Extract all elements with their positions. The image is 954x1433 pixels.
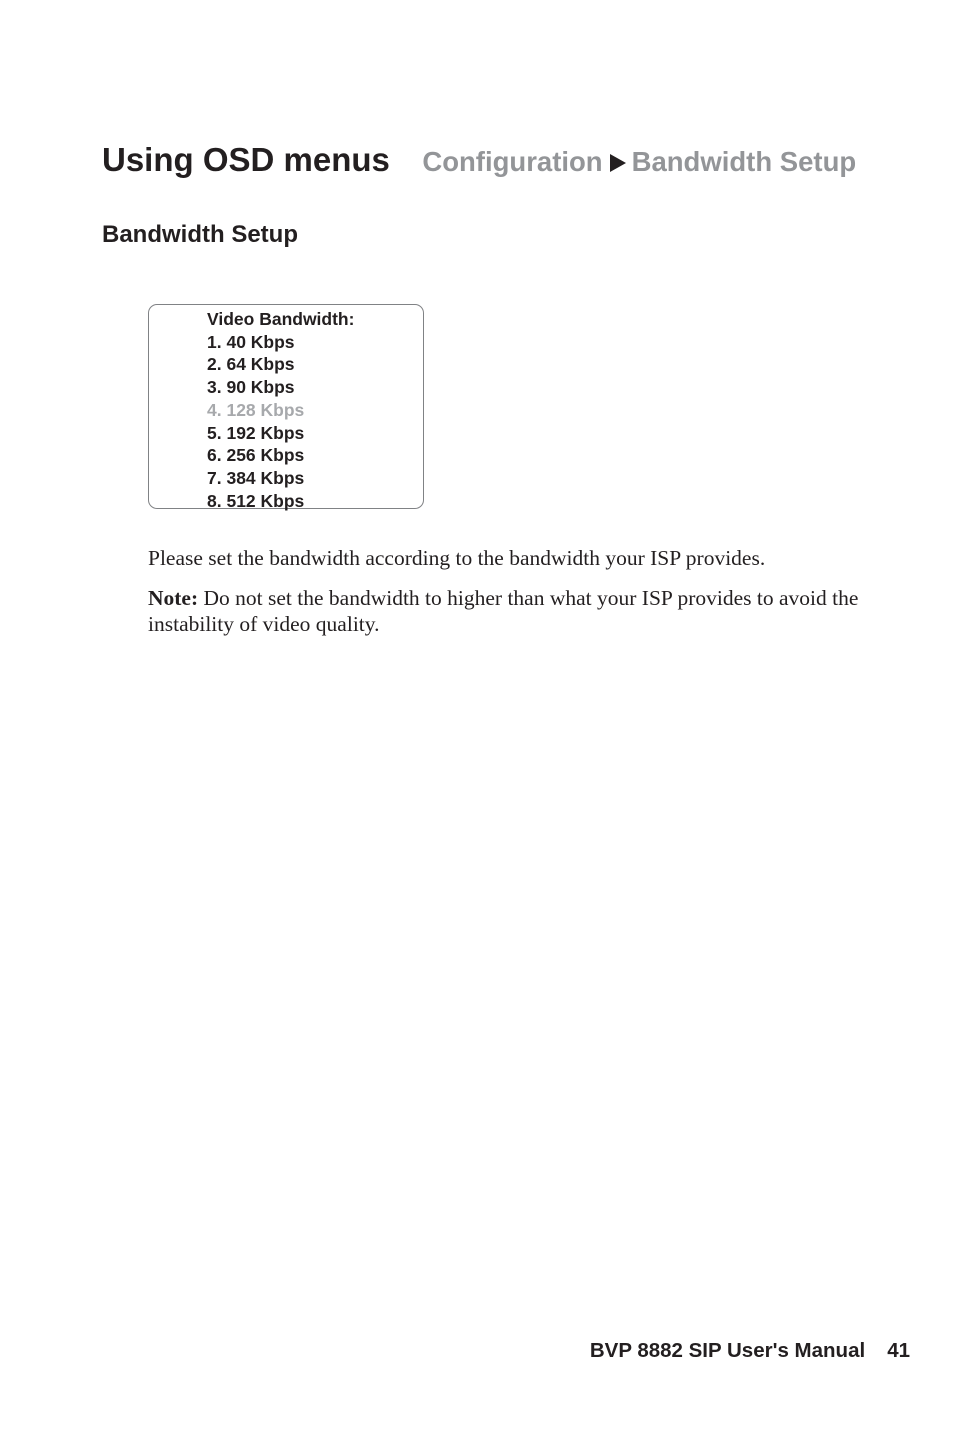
note-label: Note: [148,586,199,610]
osd-menu-item: 6. 256 Kbps [207,445,305,466]
note-text: Do not set the bandwidth to higher than what your ISP provides to avoid the instability of video quality. [148,586,859,636]
page-header [102,141,856,179]
osd-menu-list [207,308,354,512]
osd-menu-item: 7. 384 Kbps [207,467,305,488]
page-footer [590,1339,910,1363]
osd-menu-title: Video Bandwidth: [207,309,355,329]
osd-menu-screen [148,304,424,509]
osd-menu-item-selected: 4. 128 Kbps [207,399,305,420]
osd-menu-item: 1. 40 Kbps [207,331,295,352]
page-title: Using OSD menus [102,141,390,178]
breadcrumb [422,146,856,178]
breadcrumb-item-configuration: Configuration [422,146,603,177]
breadcrumb-item-bandwidth-setup: Bandwidth Setup [631,146,857,177]
osd-menu-item: 3. 90 Kbps [207,377,295,398]
triangle-right-icon [610,154,626,172]
section-heading: Bandwidth Setup [102,221,298,248]
body-paragraph: Please set the bandwidth according to the bandwidth your ISP provides. [148,546,766,570]
manual-title: BVP 8882 SIP User's Manual [589,1339,866,1362]
page-number: 41 [887,1339,910,1362]
osd-menu-item: 2. 64 Kbps [207,354,295,375]
note-paragraph [148,585,868,637]
osd-menu-options [207,331,354,513]
osd-menu-item: 8. 512 Kbps [207,490,305,511]
osd-menu-item: 5. 192 Kbps [207,422,305,443]
